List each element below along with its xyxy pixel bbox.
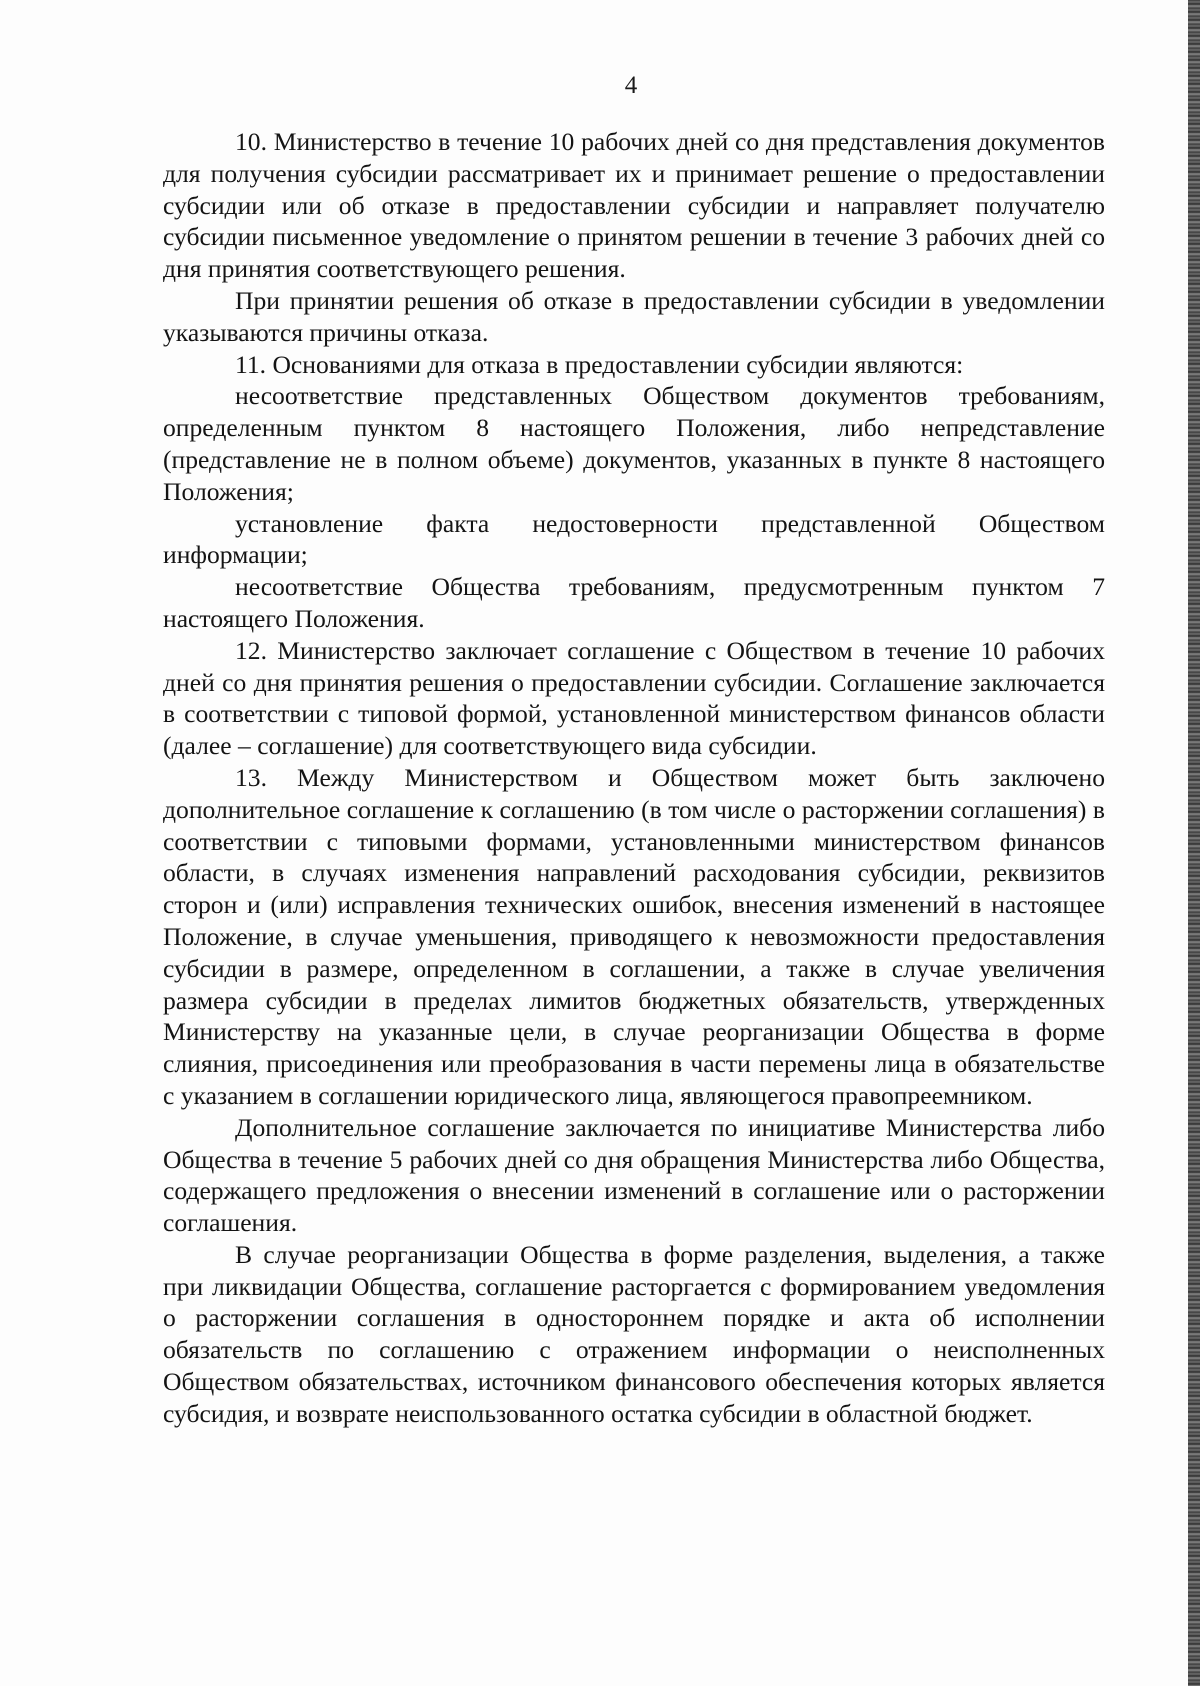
- paragraph-12: 12. Министерство заключает соглашение с Обществом в течение 10 рабочих дней со дня принятия решения о предоставлении субсидии. Соглашение заключается в соответствии с типовой формой, установленной министерством финансов области (далее – соглашение) для соответствующего вида субсидии.: [163, 635, 1105, 761]
- paragraph-11-item-1: несоответствие представленных Обществом документов требованиям, определенным пунктом 8 настоящего Положения, либо непредставление (представление не в полном объеме) документов, указанных в пункте 8 настоящего Положения;: [163, 381, 1105, 506]
- paragraph-13: 13. Между Министерством и Обществом может быть заключено дополнительное соглашение к соглашению (в том числе о расторжении соглашения) в соответствии с типовыми формами, установленными министерством финансов области, в случаях изменения направлений расходования субсидии, реквизитов сторон и (или) исправления технических ошибок, внесения изменений в настоящее Положение, в случае уменьшения, приводящего к невозможности предоставления субсидии в размере, определенном в соглашении, а также в случае увеличения размера субсидии в пределах лимитов бюджетных обязательств, утвержденных Министерству на указанные цели, в случае реорганизации Общества в форме слияния, присоединения или преобразования в части перемены лица в обязательстве с указанием в соглашении юридического лица, являющегося правопреемником.: [163, 762, 1105, 1110]
- document-body: [163, 126, 1105, 1430]
- paragraph-additional-agreement: Дополнительное соглашение заключается по инициативе Министерства либо Общества в течение 5 рабочих дней со дня обращения Министерства либо Общества, содержащего предложения о внесении изменений в соглашение или о расторжении соглашения.: [163, 1112, 1105, 1238]
- scan-edge: [1188, 0, 1200, 1686]
- paragraph-10: 10. Министерство в течение 10 рабочих дней со дня представления документов для получения субсидии рассматривает их и принимает решение о предоставлении субсидии или об отказе в предоставлении субсидии и направляет получателю субсидии письменное уведомление о принятом решении в течение 3 рабочих дней со дня принятия соответствующего решения.: [163, 127, 1105, 284]
- paragraph-11: 11. Основаниями для отказа в предоставлении субсидии являются:: [235, 349, 964, 379]
- page-number: 4: [624, 72, 638, 99]
- paragraph-11-item-2: установление факта недостоверности представленной Обществом информации;: [163, 508, 1105, 570]
- paragraph-11-item-3: несоответствие Общества требованиям, предусмотренным пунктом 7 настоящего Положения.: [163, 572, 1105, 633]
- paragraph-reorganization: В случае реорганизации Общества в форме разделения, выделения, а также при ликвидации Общества, соглашение расторгается с формированием уведомления о расторжении соглашения в одностороннем порядке и акта об исполнении обязательств по соглашению с отражением информации о неисполненных Обществом обязательствах, источником финансового обеспечения которых является субсидия, и возврате неиспользованного остатка субсидии в областной бюджет.: [163, 1239, 1105, 1428]
- paragraph-refusal-reasons-note: При принятии решения об отказе в предоставлении субсидии в уведомлении указываются причины отказа.: [163, 285, 1105, 347]
